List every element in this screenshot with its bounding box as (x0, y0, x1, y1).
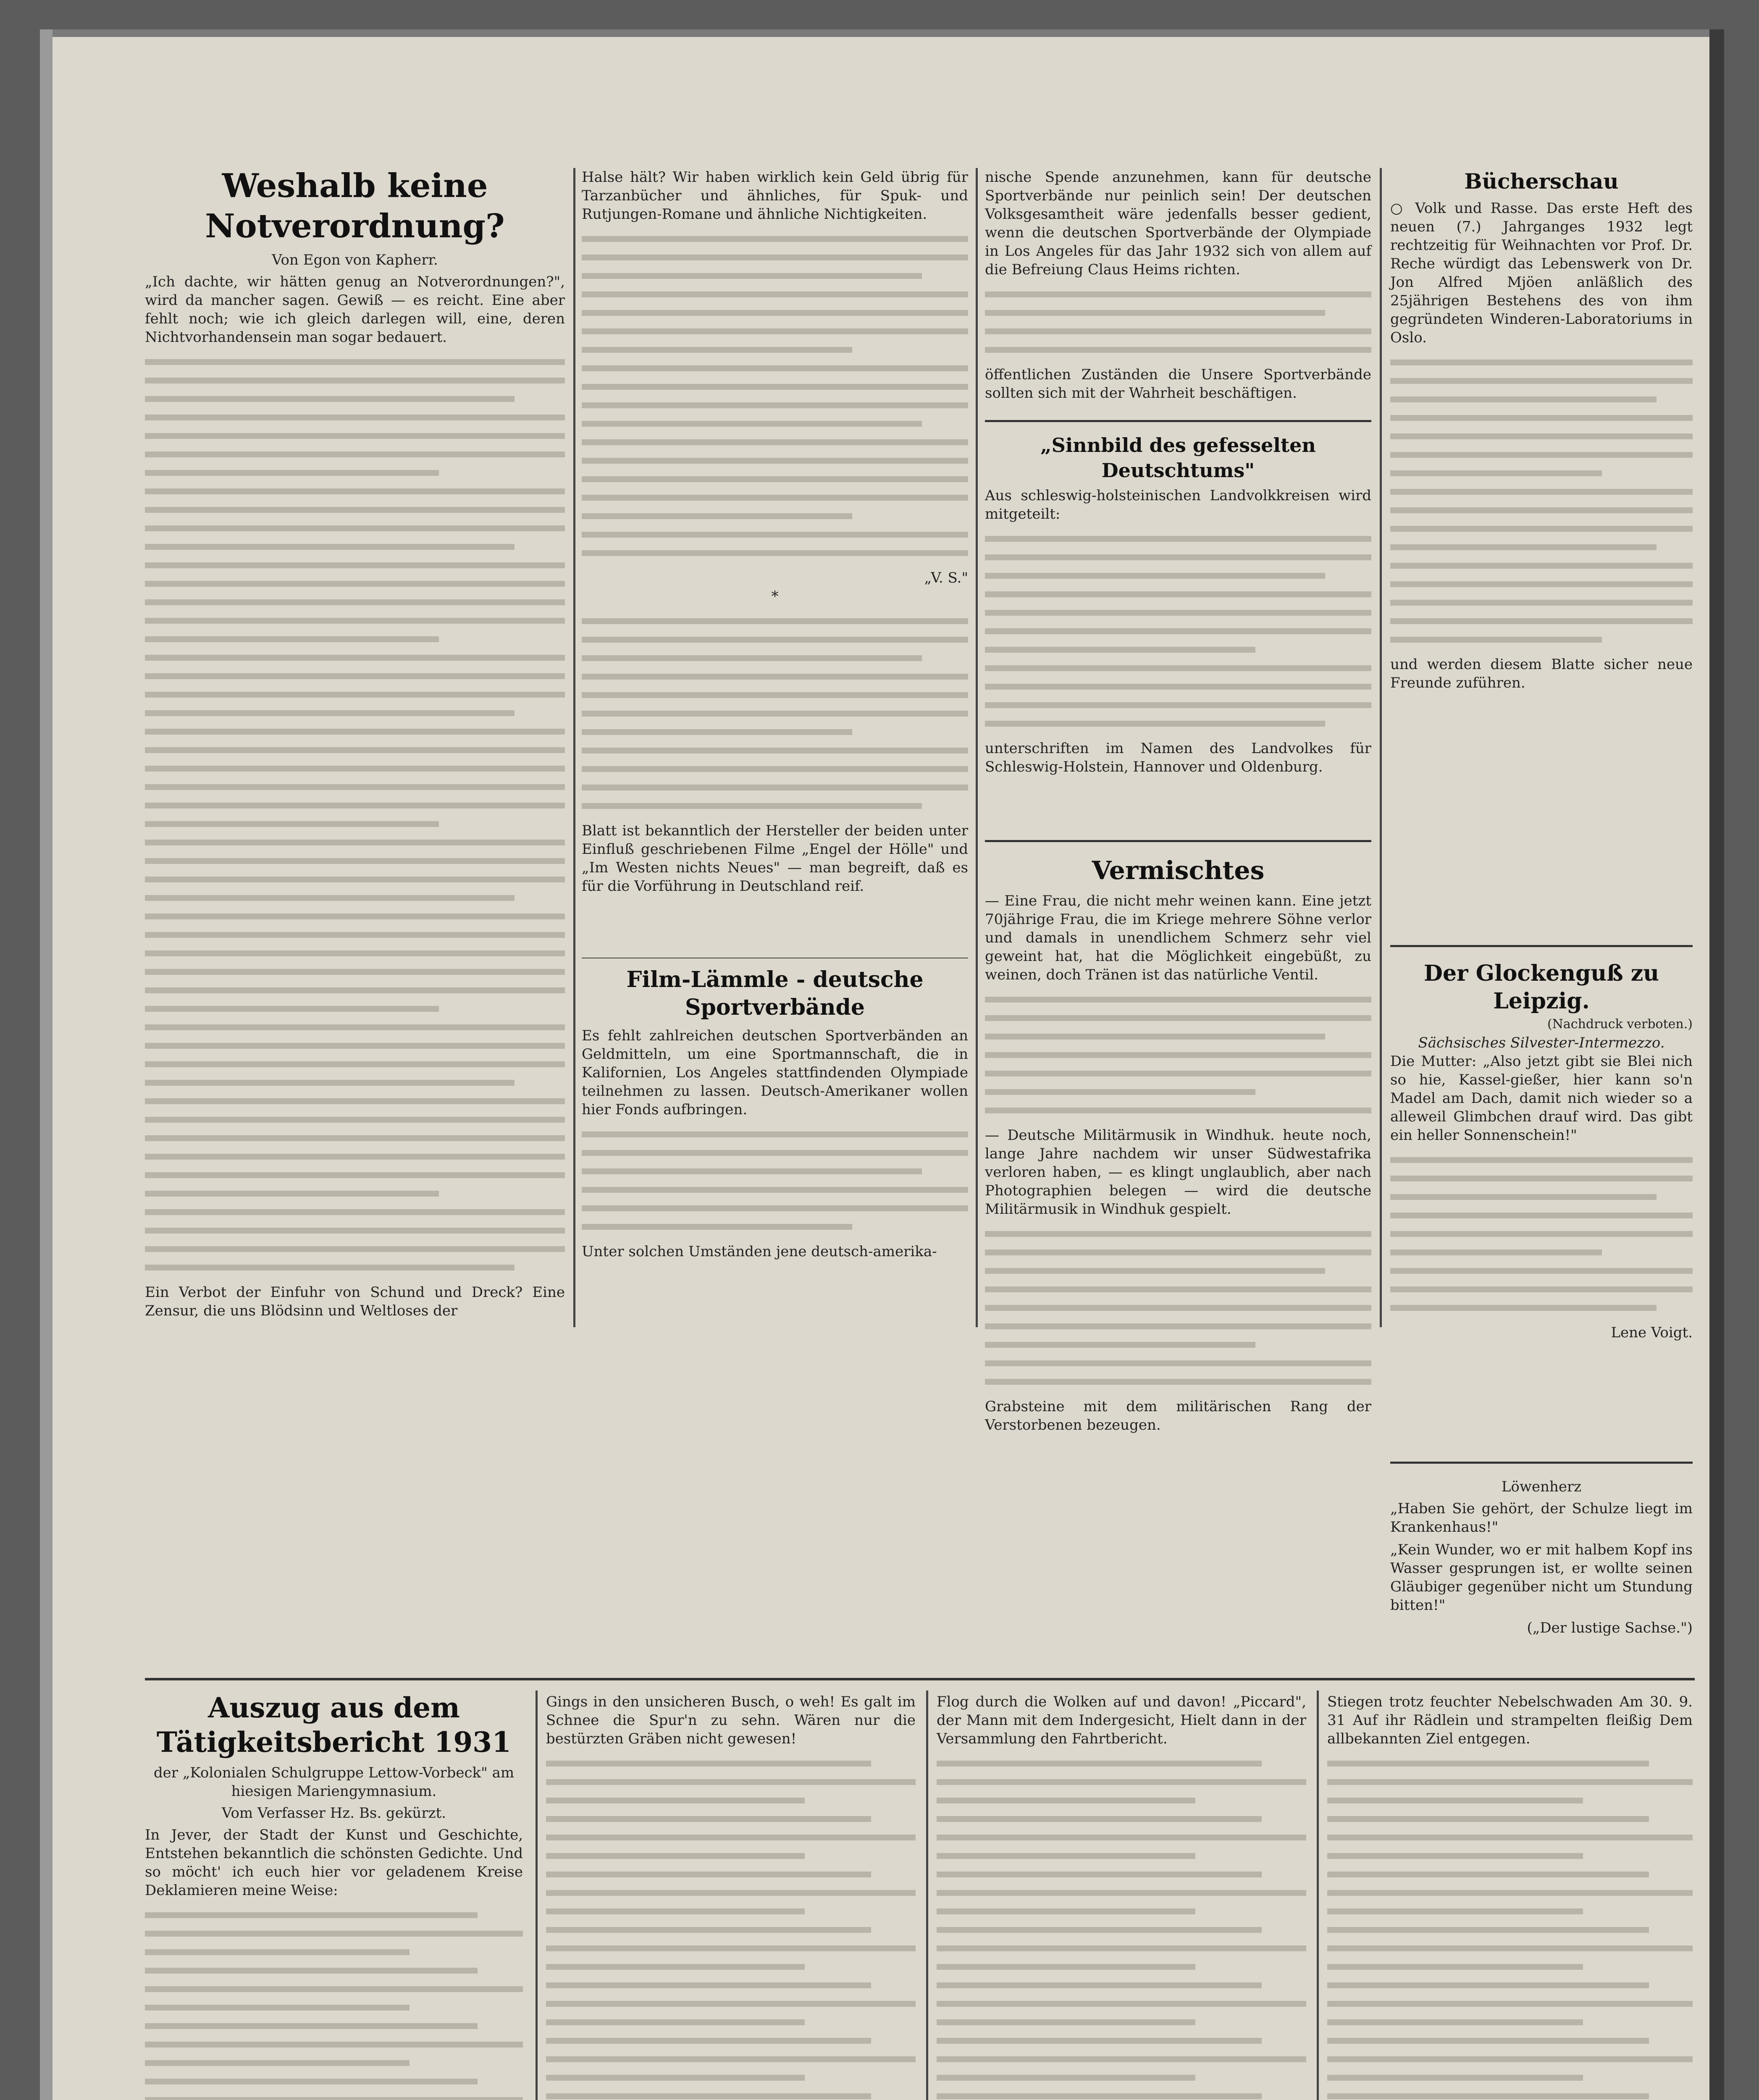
paragraph-militaermusik: — Deutsche Militärmusik in Windhuk. heute noch, lange Jahre nachdem wir unser Südwestafrika verloren haben, — es klingt unglaublich, aber nach Photographien belegen — wird die deutsche Militärmusik in Windhuk gespielt. (985, 1127, 1371, 1218)
article-text-lines (985, 291, 1371, 353)
column-rule (926, 1690, 928, 2100)
column-rule (536, 1690, 538, 2100)
poem-lead: Stiegen trotz feuchter Nebelschwaden Am 30. 9. 31 Auf ihr Rädlein und strampelten fleißig Dem allbekannten Ziel entgegen. (1327, 1693, 1693, 1747)
column-sport-continuation (985, 168, 1371, 407)
signature-lene-voigt: Lene Voigt. (1611, 1324, 1693, 1341)
headline-taetigkeitsbericht: Auszug aus dem Tätigkeitsbericht 1931 (156, 1691, 512, 1759)
section-divider (985, 840, 1371, 842)
column-rule (1317, 1690, 1319, 2100)
column-article-notverordnung (145, 166, 565, 1324)
source-lustige-sachse: („Der lustige Sachse.") (1527, 1620, 1693, 1636)
paragraph-tail: Blatt ist bekanntlich der Hersteller der beiden unter Einfluß geschriebenen Filme „Engel der Hölle" und „Im Westen nichts Neues" — man begreift, daß es für die Vorführung in Deutschland reif. (582, 822, 968, 895)
subtitle-schulgruppe: der „Kolonialen Schulgruppe Lettow-Vorbeck" am hiesigen Mariengymnasium. (153, 1764, 515, 1800)
right-scan-edge (1709, 29, 1724, 2100)
asterisk-divider: * (771, 588, 779, 605)
article-text-lines (582, 1131, 968, 1230)
poem-column-2 (546, 1693, 916, 2100)
column-rule (573, 168, 575, 1327)
poem-lines (937, 1761, 1306, 2100)
headline-notverordnung: Weshalb keine Notverordnung? (205, 167, 505, 245)
poem-lines (546, 1761, 916, 2100)
article-film-laemmle (582, 966, 968, 1265)
paragraph-lead: nische Spende anzunehmen, kann für deutsche Sportverbände nur peinlich sein! Der deutschen Volksgesamtheit wäre jedenfalls besser gedient, wenn die deutschen Sportverbände der Olympiade in Los Angeles für das Jahr 1932 sich von allem auf die Befreiung Claus Heims richten. (985, 169, 1371, 278)
article-text-lines (985, 997, 1371, 1113)
article-sinnbild (985, 433, 1371, 780)
article-buecherschau (1390, 168, 1693, 696)
byline-verfasser: Vom Verfasser Hz. Bs. gekürzt. (222, 1805, 446, 1822)
headline-glockenguss: Der Glockenguß zu Leipzig. (1423, 961, 1659, 1014)
reprint-note: (Nachdruck verboten.) (1547, 1017, 1693, 1032)
column-rule (976, 168, 978, 1327)
article-glockenguss (1390, 960, 1693, 1342)
paragraph-tail: Unter solchen Umständen jene deutsch-amerika- (582, 1243, 937, 1260)
top-scan-border (40, 29, 1724, 37)
paragraph-lead: „Ich dachte, wir hätten genug an Notverordnungen?", wird da mancher sagen. Gewiß — es reicht. Eine aber fehlt noch; wie ich gleich darlegen will, eine, deren Nichtvorhandensein man sogar bedauert. (145, 273, 565, 346)
headline-sinnbild: „Sinnbild des gefesselten Deutschtums" (1040, 434, 1316, 482)
section-divider (1390, 945, 1693, 947)
article-text-lines (1390, 360, 1693, 643)
headline-film-laemmle: Film-Lämmle - deutsche Sportverbände (626, 967, 924, 1020)
column-article-continuation (582, 168, 968, 900)
paragraph-lead: Es fehlt zahlreichen deutschen Sportverbänden an Geldmitteln, um eine Sportmannschaft, die in Kalifornien, Los Angeles stattfindenden Olympiade teilnehmen zu lassen. Deutsch-Amerikaner wollen hier Fonds aufbringen. (582, 1027, 968, 1118)
paragraph-tail: und werden diesem Blatte sicher neue Freunde zuführen. (1390, 656, 1693, 691)
subtitle-intermezzo: Sächsisches Silvester-Intermezzo. (1418, 1034, 1665, 1051)
poem-lead: In Jever, der Stadt der Kunst und Geschichte, Entstehen bekanntlich die schönsten Gedichte. Und so möcht' ich euch hier vor geladenem Kreise Deklamieren meine Weise: (145, 1827, 523, 1899)
paragraph-tail: öffentlichen Zuständen die Unsere Sportverbände sollten sich mit der Wahrheit beschäftigen. (985, 366, 1371, 402)
paragraph-lead: ○ Volk und Rasse. Das erste Heft des neuen (7.) Jahrganges 1932 legt rechtzeitig für Weihnachten vor Prof. Dr. Reche würdigt das Lebenswerk von Dr. Jon Alfred Mjöen anläßlich des 25jährigen Bestehens des von ihm gegründeten Winderen-Laboratoriums in Oslo. (1390, 200, 1693, 346)
poem-lead: Flog durch die Wolken auf und davon! „Piccard", der Mann mit dem Indergesicht, Hielt dann in der Versammlung den Fahrtbericht. (937, 1693, 1306, 1747)
paragraph-frau: — Eine Frau, die nicht mehr weinen kann. Eine jetzt 70jährige Frau, die im Kriege mehrere Söhne verlor und damals in unendlichem Schmerz sehr viel geweint hat, hat die Möglichkeit eingebüßt, zu weinen, doch Tränen ist das natürliche Ventil. (985, 892, 1371, 983)
quote-second: „Kein Wunder, wo er mit halbem Kopf ins Wasser gesprungen ist, er wollte seinen Gläubiger gegenüber nicht um Stundung bitten!" (1390, 1541, 1693, 1614)
article-text-lines (985, 536, 1371, 727)
left-scan-border (40, 29, 53, 2100)
article-text-lines (145, 359, 565, 1270)
article-text-lines (1390, 1157, 1693, 1311)
article-text-lines (582, 618, 968, 809)
poem-column-4 (1327, 1693, 1693, 2100)
title-loewenherz: Löwenherz (1501, 1478, 1582, 1495)
signature-vs: „V. S." (924, 570, 968, 586)
article-text-lines (985, 1231, 1371, 1385)
byline-egon-von-kapherr: Von Egon von Kapherr. (272, 252, 438, 268)
quote-first: „Haben Sie gehört, der Schulze liegt im Krankenhaus!" (1390, 1500, 1693, 1536)
poem-lead: Gings in den unsicheren Busch, o weh! Es galt im Schnee die Spur'n zu sehn. Wären nur die bestürzten Gräben nicht gewesen! (546, 1693, 916, 1747)
paragraph-tail: Grabsteine mit dem militärischen Rang der Verstorbenen bezeugen. (985, 1398, 1371, 1433)
section-divider (1390, 1462, 1693, 1464)
paragraph-tail: unterschriften im Namen des Landvolkes für Schleswig-Holstein, Hannover und Oldenburg. (985, 740, 1371, 775)
headline-buecherschau: Bücherschau (1464, 169, 1619, 194)
page-divider (145, 1678, 1695, 1680)
poem-lines (145, 1912, 523, 2100)
article-taetigkeitsbericht (145, 1690, 523, 2100)
article-loewenherz (1390, 1474, 1693, 1637)
paragraph-continuation-lead: Halse hält? Wir haben wirklich kein Geld übrig für Tarzanbücher und ähnliches, für Spuk- und Rutjungen-Romane und ähnliche Nichtigkeiten. (582, 169, 968, 223)
section-divider (985, 420, 1371, 422)
column-rule (1380, 168, 1382, 1327)
article-text-lines (582, 236, 968, 556)
poem-column-3 (937, 1693, 1306, 2100)
paragraph-lead: Die Mutter: „Also jetzt gibt sie Blei nich so hie, Kassel-gießer, hier kann so'n Madel am Dach, damit nich wieder so a alleweil Glimbchen drauf wird. Das gibt ein heller Sonnenschein!" (1390, 1053, 1693, 1144)
paragraph-tail: Ein Verbot der Einfuhr von Schund und Dreck? Eine Zensur, die uns Blödsinn und Weltloses der (145, 1284, 565, 1319)
newspaper-page (40, 29, 1724, 2100)
poem-lines (1327, 1761, 1693, 2100)
article-vermischtes (985, 855, 1371, 1438)
headline-vermischtes: Vermischtes (1092, 856, 1265, 885)
paragraph-lead: Aus schleswig-holsteinischen Landvolkkreisen wird mitgeteilt: (985, 487, 1371, 522)
